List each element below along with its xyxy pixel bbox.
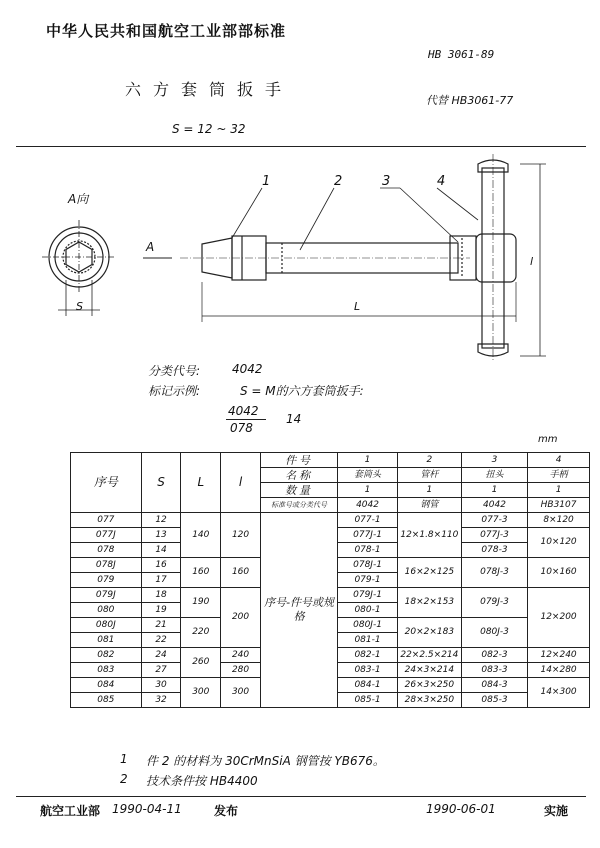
part-std: HB3107 — [528, 498, 590, 513]
cell-p1: 077-1 — [338, 513, 398, 528]
qty-label: 数量 — [260, 483, 337, 498]
cell-handle: 14×280 — [528, 663, 590, 678]
cell-p3: 080J-3 — [461, 618, 527, 648]
part-no: 2 — [397, 453, 461, 468]
cell-p3: 084-3 — [461, 678, 527, 693]
dim-L-label: L — [354, 300, 361, 313]
cell-l: 120 — [221, 513, 261, 558]
col-seq-header: 序号 — [71, 453, 142, 513]
fraction-bottom: 078 — [230, 421, 253, 435]
cell-l: 240 — [221, 648, 261, 663]
cell-spec-note: 序号-件号或规格 — [260, 513, 337, 708]
footer-issue-date: 1990-04-11 — [112, 802, 182, 816]
part-no-label: 件号 — [260, 453, 337, 468]
part-qty: 1 — [338, 483, 398, 498]
cell-p3: 078-3 — [461, 543, 527, 558]
footer-issue-label: 发布 — [214, 804, 239, 818]
cell-s: 22 — [141, 633, 181, 648]
wrench-drawing — [0, 150, 600, 365]
cell-p3: 077J-3 — [461, 528, 527, 543]
callout-1: 1 — [262, 174, 271, 189]
cell-handle: 8×120 — [528, 513, 590, 528]
col-s-header: S — [141, 453, 181, 513]
cell-p1: 081-1 — [338, 633, 398, 648]
part-qty: 1 — [528, 483, 590, 498]
part-std: 钢管 — [397, 498, 461, 513]
cell-s: 21 — [141, 618, 181, 633]
view-label: A向 — [68, 192, 89, 206]
part-name: 管杆 — [397, 468, 461, 483]
fraction-bar — [226, 419, 266, 420]
class-code-label: 分类代号: — [148, 364, 201, 378]
footer-issuer: 航空工业部 — [40, 804, 101, 818]
cell-p3: 083-3 — [461, 663, 527, 678]
cell-handle: 14×300 — [528, 678, 590, 708]
part-name: 扭头 — [461, 468, 527, 483]
part-std: 4042 — [338, 498, 398, 513]
part-no: 4 — [528, 453, 590, 468]
part-name: 套筒头 — [338, 468, 398, 483]
cell-L: 260 — [181, 648, 221, 678]
cell-p3: 078J-3 — [461, 558, 527, 588]
cell-pipe: 28×3×250 — [397, 693, 461, 708]
cell-p1: 078-1 — [338, 543, 398, 558]
cell-s: 24 — [141, 648, 181, 663]
table-row: 081 — [71, 633, 142, 648]
table-row: 078 — [71, 543, 142, 558]
cell-handle: 12×200 — [528, 588, 590, 648]
table-row: 085 — [71, 693, 142, 708]
table-row: 082 — [71, 648, 142, 663]
table-row: 077 — [71, 513, 142, 528]
cell-p3: 077-3 — [461, 513, 527, 528]
standard-code: HB 3061-89 — [428, 48, 495, 61]
marking-text: S = M的六方套筒扳手: — [240, 384, 364, 398]
cell-p1: 079J-1 — [338, 588, 398, 603]
cell-p3: 079J-3 — [461, 588, 527, 618]
cell-pipe: 22×2.5×214 — [397, 648, 461, 663]
cell-p3: 082-3 — [461, 648, 527, 663]
callout-2: 2 — [334, 174, 343, 189]
fraction-top: 4042 — [228, 404, 259, 418]
cell-p1: 085-1 — [338, 693, 398, 708]
part-name: 手柄 — [528, 468, 590, 483]
spec-table — [70, 452, 590, 708]
cell-s: 30 — [141, 678, 181, 693]
table-row: 083 — [71, 663, 142, 678]
std-label: 标准号或分类代号 — [260, 498, 337, 513]
cell-p1: 083-1 — [338, 663, 398, 678]
dim-l-label: l — [530, 255, 534, 268]
marking-label: 标记示例: — [148, 384, 201, 398]
table-row: 080 — [71, 603, 142, 618]
cell-L: 300 — [181, 678, 221, 708]
cell-pipe: 24×3×214 — [397, 663, 461, 678]
cell-p1: 084-1 — [338, 678, 398, 693]
cell-pipe: 26×3×250 — [397, 678, 461, 693]
part-qty: 1 — [461, 483, 527, 498]
cell-s: 19 — [141, 603, 181, 618]
table-row: 084 — [71, 678, 142, 693]
callout-4: 4 — [437, 174, 446, 189]
header-rule — [16, 146, 586, 147]
table-row: 080J — [71, 618, 142, 633]
cell-handle: 10×120 — [528, 528, 590, 558]
table-row: 079J — [71, 588, 142, 603]
callout-3: 3 — [382, 174, 391, 189]
part-no: 3 — [461, 453, 527, 468]
cell-p1: 077J-1 — [338, 528, 398, 543]
section-label: A — [146, 240, 155, 254]
cell-pipe: 20×2×183 — [397, 618, 461, 648]
cell-l: 160 — [221, 558, 261, 588]
page-title: 六方套筒扳手 — [125, 80, 294, 99]
cell-s: 27 — [141, 663, 181, 678]
cell-L: 190 — [181, 588, 221, 618]
cell-s: 18 — [141, 588, 181, 603]
cell-s: 12 — [141, 513, 181, 528]
cell-s: 32 — [141, 693, 181, 708]
cell-p1: 082-1 — [338, 648, 398, 663]
footer-rule — [16, 796, 586, 797]
cell-pipe: 18×2×153 — [397, 588, 461, 618]
note-2-text: 技术条件按 HB4400 — [146, 774, 258, 788]
part-qty: 1 — [397, 483, 461, 498]
unit-label: mm — [538, 434, 558, 445]
table-row: 078J — [71, 558, 142, 573]
replaces-standard: 代替 HB3061-77 — [426, 94, 514, 107]
cell-p1: 079-1 — [338, 573, 398, 588]
cell-L: 140 — [181, 513, 221, 558]
cell-p1: 078J-1 — [338, 558, 398, 573]
dim-s-label: S — [76, 300, 83, 313]
cell-handle: 10×160 — [528, 558, 590, 588]
cell-s: 16 — [141, 558, 181, 573]
cell-pipe: 16×2×125 — [397, 558, 461, 588]
cell-p1: 080J-1 — [338, 618, 398, 633]
cell-s: 13 — [141, 528, 181, 543]
cell-s: 17 — [141, 573, 181, 588]
table-row: 077J — [71, 528, 142, 543]
cell-l: 280 — [221, 663, 261, 678]
cell-pipe: 12×1.8×110 — [397, 513, 461, 558]
issuing-org: 中华人民共和国航空工业部部标准 — [46, 22, 287, 40]
name-label: 名称 — [260, 468, 337, 483]
footer-impl-label: 实施 — [544, 804, 569, 818]
size-range: S = 12 ~ 32 — [172, 122, 246, 136]
col-L-header: L — [181, 453, 221, 513]
cell-s: 14 — [141, 543, 181, 558]
note-2-num: 2 — [120, 772, 128, 786]
fraction-suffix: 14 — [286, 412, 302, 426]
table-row: 079 — [71, 573, 142, 588]
cell-L: 220 — [181, 618, 221, 648]
cell-l: 300 — [221, 678, 261, 708]
cell-p3: 085-3 — [461, 693, 527, 708]
note-1-num: 1 — [120, 752, 128, 766]
part-std: 4042 — [461, 498, 527, 513]
footer-impl-date: 1990-06-01 — [426, 802, 496, 816]
class-code: 4042 — [232, 362, 263, 376]
cell-handle: 12×240 — [528, 648, 590, 663]
cell-l: 200 — [221, 588, 261, 648]
col-l-header: l — [221, 453, 261, 513]
cell-L: 160 — [181, 558, 221, 588]
note-1-text: 件 2 的材料为 30CrMnSiA 钢管按 YB676。 — [146, 754, 385, 768]
cell-p1: 080-1 — [338, 603, 398, 618]
part-no: 1 — [338, 453, 398, 468]
